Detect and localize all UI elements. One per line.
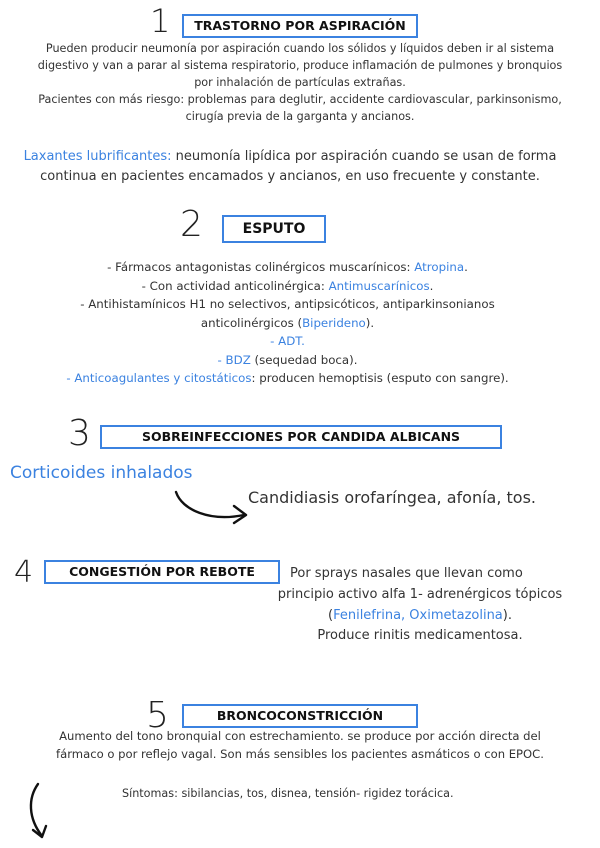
section-4-rest [250, 585, 590, 647]
section-4-number: 4 [14, 555, 34, 590]
esputo-item-2: - Con actividad anticolinérgica: Antimuscarínicos. [141, 278, 434, 293]
section-1-number: 1 [150, 2, 171, 40]
section-3-number: 3 [68, 413, 91, 454]
laxantes-line-2: continua en pacientes encamados y ancianos, en uso frecuente y constante. [40, 168, 540, 184]
section-4-line-1: Por sprays nasales que llevan como [290, 566, 523, 581]
laxantes-paragraph [0, 147, 580, 186]
curved-arrow-down-icon [22, 780, 56, 844]
antimuscarinicos-link: Antimuscarínicos [328, 278, 430, 293]
section-1-line-2: digestivo y van a parar al sistema respiratorio, produce inflamación de pulmones y bronquios [37, 59, 563, 72]
section-5-number: 5 [146, 695, 169, 736]
laxantes-rest: neumonía lipídica por aspiración cuando se usan de forma [171, 149, 557, 164]
section-1-line-5: cirugía previa de la garganta y ancianos. [185, 110, 415, 123]
section-1-line-4: Pacientes con más riesgo: problemas para deglutir, accidente cardiovascular, parkinsonismo, [38, 93, 562, 106]
section-1-line-3: por inhalación de partículas extrañas. [194, 76, 406, 89]
section-5-line-1: Aumento del tono bronquial con estrechamiento. se produce por acción directa del [59, 729, 541, 743]
corticoides-label: Corticoides inhalados [10, 463, 193, 483]
section-1-title: TRASTORNO POR ASPIRACIÓN [182, 14, 418, 38]
section-2-title: ESPUTO [222, 215, 326, 243]
candidiasis-text: Candidiasis orofaríngea, afonía, tos. [248, 488, 536, 507]
section-3-title: SOBREINFECCIONES POR CANDIDA ALBICANS [100, 425, 502, 449]
symptoms-text: Síntomas: sibilancias, tos, disnea, tensión- rigidez torácica. [122, 787, 454, 800]
section-1-text [10, 40, 590, 125]
section-5-title: BRONCOCONSTRICCIÓN [182, 704, 418, 728]
section-4-line-4: Produce rinitis medicamentosa. [317, 628, 523, 643]
esputo-item-6: - Anticoagulantes y citostáticos: producen hemoptisis (esputo con sangre). [66, 371, 509, 385]
esputo-item-3b: anticolinérgicos (Biperideno). [200, 315, 375, 330]
laxantes-term: Laxantes lubrificantes: [23, 149, 172, 164]
esputo-item-3: - Antihistamínicos H1 no selectivos, antipsicóticos, antiparkinsonianos [80, 297, 495, 311]
biperideno-link: Biperideno [302, 315, 366, 330]
section-5-line-2: fármaco o por reflejo vagal. Son más sensibles los pacientes asmáticos o con EPOC. [56, 747, 544, 761]
esputo-item-1: - Fármacos antagonistas colinérgicos muscarínicos: Atropina. [107, 260, 468, 274]
bdz-link: BDZ [225, 352, 251, 367]
section-2-number: 2 [180, 204, 203, 245]
esputo-item-4: - ADT. [270, 334, 305, 348]
section-1-line-1: Pueden producir neumonía por aspiración cuando los sólidos y líquidos deben ir al sistema [45, 42, 555, 55]
curved-arrow-right-icon [170, 488, 252, 528]
section-4-title: CONGESTIÓN POR REBOTE [44, 560, 280, 584]
section-4-line-3: (Fenilefrina, Oximetazolina). [328, 607, 512, 623]
anticoagulantes-link: - Anticoagulantes y citostáticos [66, 371, 252, 385]
section-2-list [0, 258, 575, 388]
section-5-text [0, 727, 600, 763]
fenilefrina-link: Fenilefrina, Oximetazolina [333, 607, 503, 623]
atropina-link: Atropina [414, 260, 465, 274]
laxantes-line-1 [0, 147, 580, 167]
esputo-item-5: - BDZ (sequedad boca). [217, 352, 358, 367]
section-4-line-2: principio activo alfa 1- adrenérgicos tópicos [277, 587, 563, 602]
